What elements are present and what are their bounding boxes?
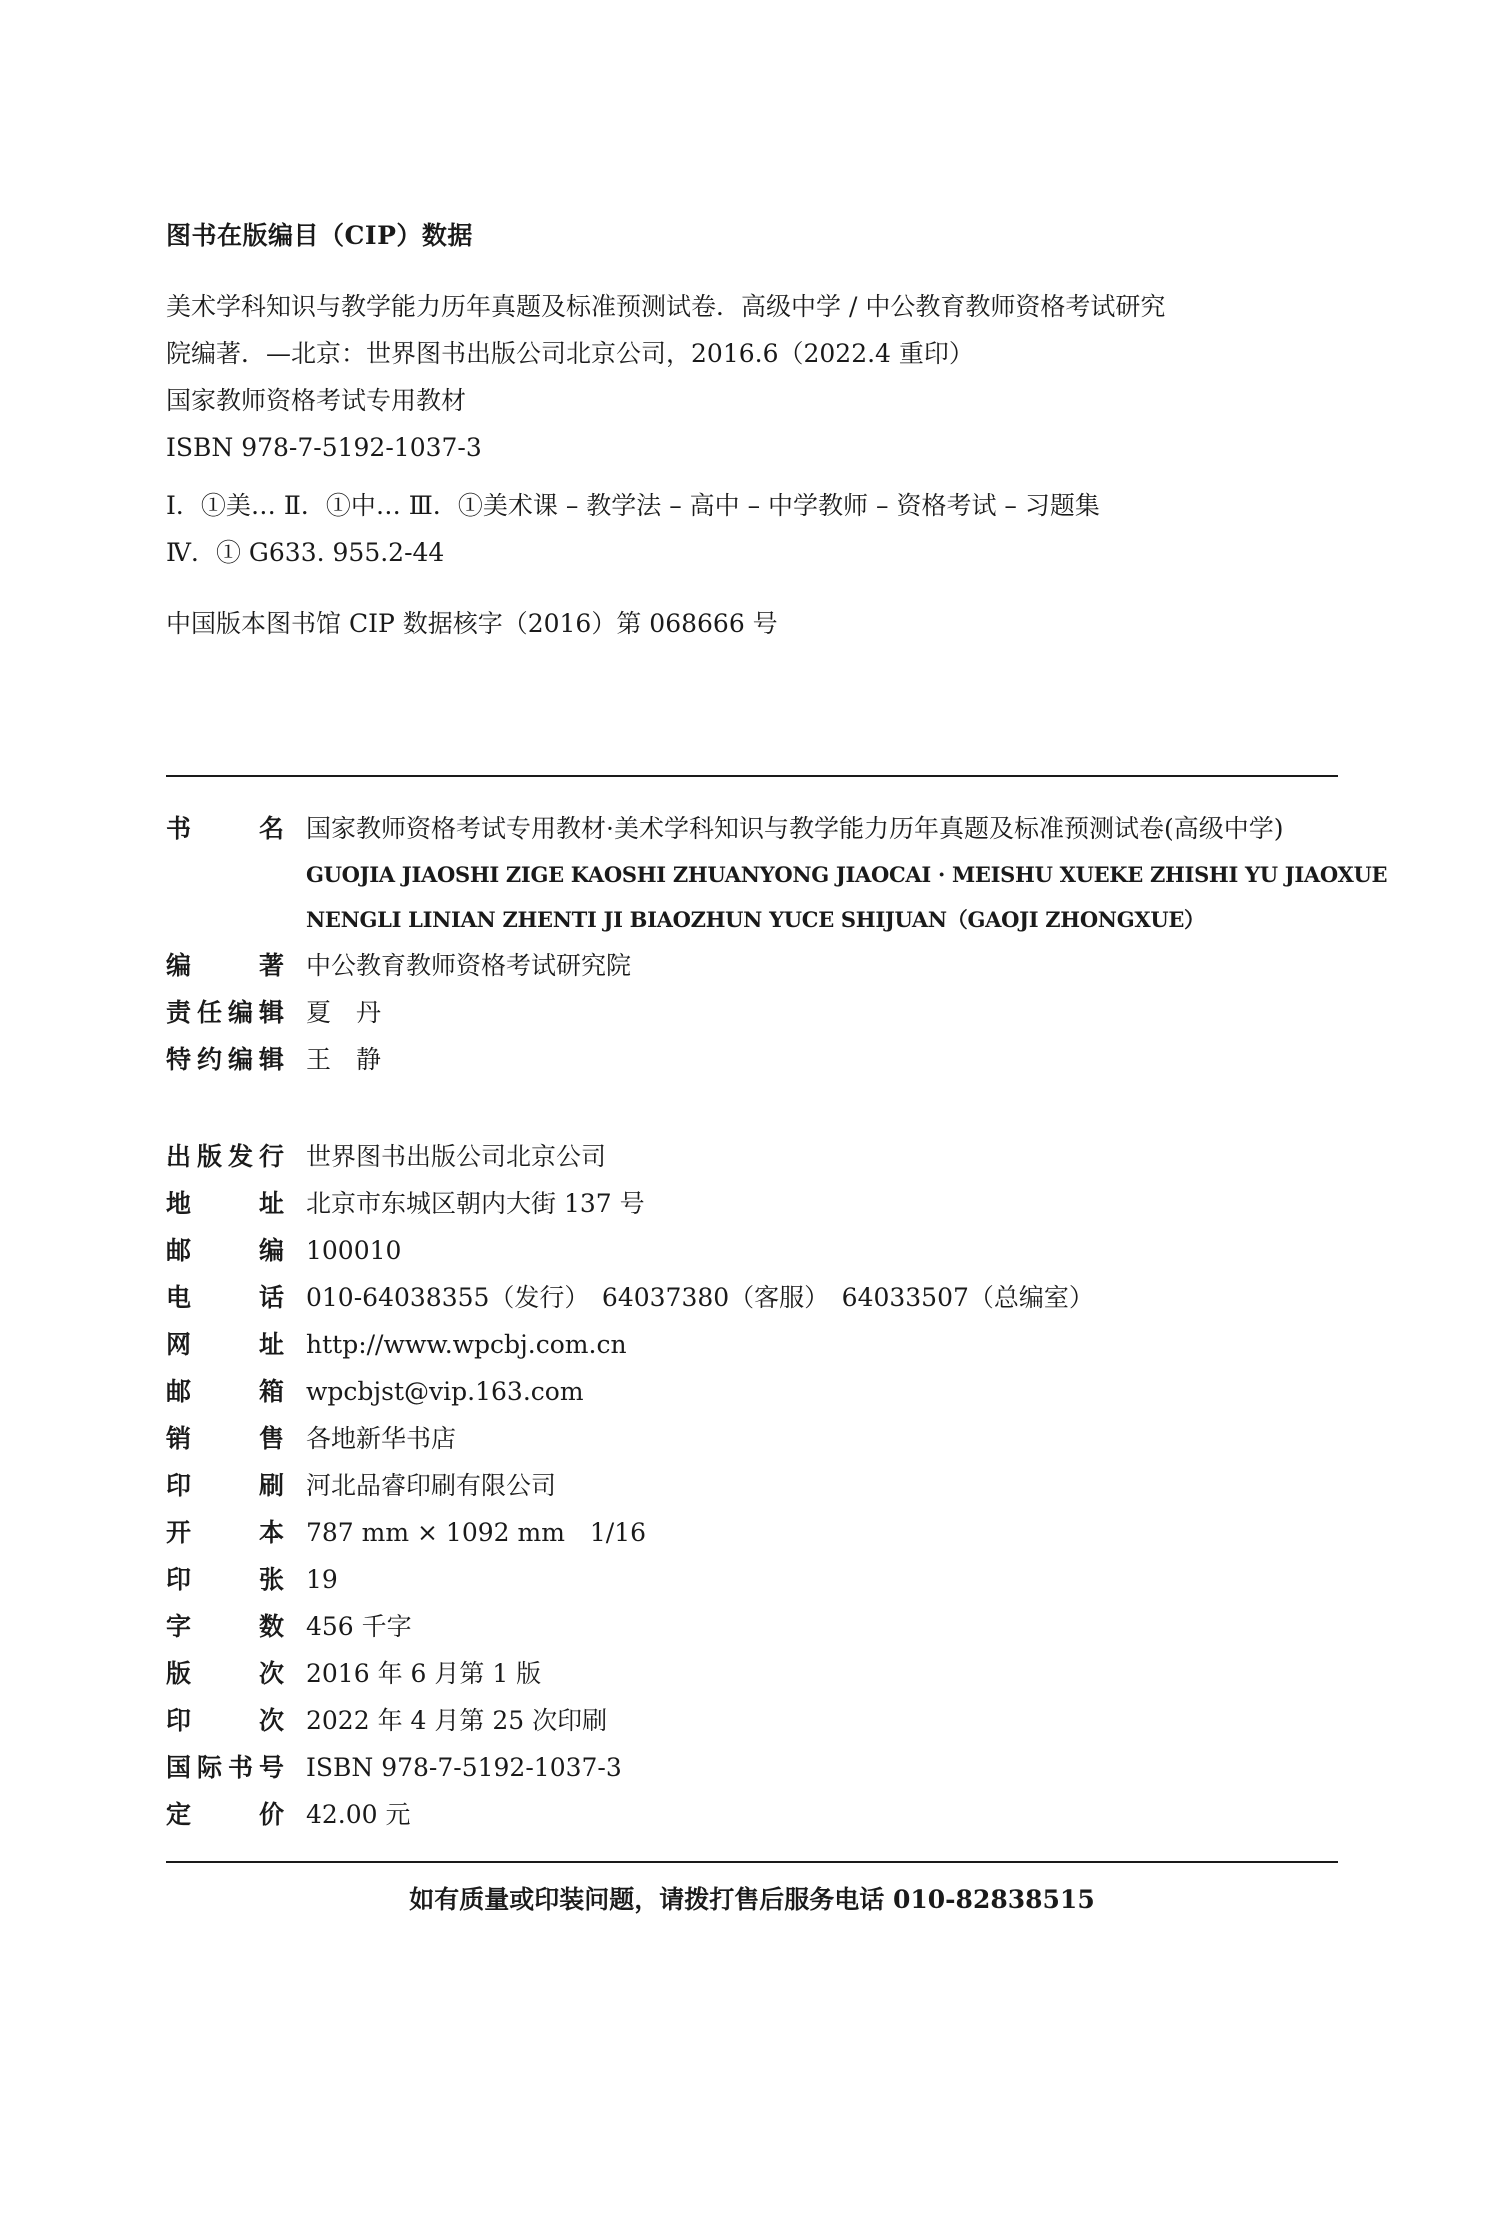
info-row-distribution: [166, 1415, 1346, 1462]
cip-isbn: ISBN 978-7-5192-1037-3: [166, 433, 482, 462]
info-value: 河北品睿印刷有限公司: [306, 1471, 557, 1500]
info-row-price: [166, 1791, 1346, 1838]
info-value: ISBN 978-7-5192-1037-3: [306, 1753, 622, 1782]
cip-classification: [166, 482, 1346, 576]
book-title-value: [306, 805, 1387, 942]
info-value: 中公教育教师资格考试研究院: [306, 951, 632, 980]
info-label: 印 刷: [166, 1471, 284, 1500]
info-value: 787 mm × 1092 mm 1/16: [306, 1518, 647, 1547]
info-row-address: [166, 1180, 1346, 1227]
info-row-author: [166, 942, 1346, 989]
info-label: 销 售: [166, 1424, 284, 1453]
bottom-divider: [166, 1861, 1338, 1863]
info-row-publisher: [166, 1133, 1346, 1180]
info-value: 世界图书出版公司北京公司: [306, 1142, 607, 1171]
cip-description-line: 美术学科知识与教学能力历年真题及标准预测试卷．高级中学 / 中公教育教师资格考试研究: [166, 292, 1166, 321]
cip-heading: 图书在版编目（CIP）数据: [166, 221, 473, 250]
book-title-chinese: 国家教师资格考试专用教材·美术学科知识与教学能力历年真题及标准预测试卷(高级中学): [306, 814, 1284, 843]
info-label: 责 任 编 辑: [166, 998, 284, 1027]
info-label: 国 际 书 号: [166, 1753, 284, 1782]
info-row-responsible-editor: [166, 989, 1346, 1036]
info-label: 电 话: [166, 1283, 284, 1312]
info-label: 版 次: [166, 1659, 284, 1688]
info-value: 010-64038355（发行） 64037380（客服） 64033507（总编室）: [306, 1283, 1094, 1312]
cip-subject-terms: Ⅰ．①美… Ⅱ．①中… Ⅲ．①美术课 – 教学法 – 高中 – 中学教师 – 资格考试 – 习题集: [166, 491, 1100, 520]
cip-series-name: 国家教师资格考试专用教材: [166, 386, 467, 415]
info-row-printer: [166, 1462, 1346, 1509]
cip-description: [166, 283, 1346, 471]
info-value: 夏 丹: [306, 998, 382, 1027]
info-label: 定 价: [166, 1800, 284, 1829]
info-row-contributing-editor: [166, 1036, 1346, 1083]
top-divider: [166, 775, 1338, 777]
info-value: 456 千字: [306, 1612, 412, 1641]
cip-record-number: 中国版本图书馆 CIP 数据核字（2016）第 068666 号: [166, 609, 778, 638]
info-label: 网 址: [166, 1330, 284, 1359]
info-row-printing: [166, 1697, 1346, 1744]
info-row-postcode: [166, 1227, 1346, 1274]
info-value: 19: [306, 1565, 338, 1594]
book-title-pinyin-line: GUOJIA JIAOSHI ZIGE KAOSHI ZHUANYONG JIAOCAI · MEISHU XUEKE ZHISHI YU JIAOXUE: [306, 862, 1388, 887]
info-row-word-count: [166, 1603, 1346, 1650]
info-row-website: [166, 1321, 1346, 1368]
info-label: 开 本: [166, 1518, 284, 1547]
info-value: 2016 年 6 月第 1 版: [306, 1659, 542, 1688]
info-row-edition: [166, 1650, 1346, 1697]
info-row-format: [166, 1509, 1346, 1556]
info-value: 王 静: [306, 1045, 382, 1074]
website-link[interactable]: http://www.wpcbj.com.cn: [306, 1330, 627, 1359]
info-label: 印 次: [166, 1706, 284, 1735]
email-link[interactable]: wpcbjst@vip.163.com: [306, 1377, 584, 1406]
info-label: 地 址: [166, 1189, 284, 1218]
info-row-isbn: [166, 1744, 1346, 1791]
info-label: 编 著: [166, 951, 284, 980]
info-value: 北京市东城区朝内大街 137 号: [306, 1189, 645, 1218]
publishing-info: [166, 1133, 1346, 1838]
info-label: 字 数: [166, 1612, 284, 1641]
info-label: 印 张: [166, 1565, 284, 1594]
info-value: 42.00 元: [306, 1800, 411, 1829]
info-row-phone: [166, 1274, 1346, 1321]
editorial-info: [166, 805, 1388, 1083]
service-notice: 如有质量或印装问题，请拨打售后服务电话 010-82838515: [409, 1885, 1095, 1914]
book-title-pinyin-line: NENGLI LINIAN ZHENTI JI BIAOZHUN YUCE SHIJUAN（GAOJI ZHONGXUE）: [306, 907, 1205, 932]
book-title-label: 书 名: [166, 814, 284, 843]
cip-description-line: 院编著．—北京：世界图书出版公司北京公司，2016.6（2022.4 重印）: [166, 339, 974, 368]
cip-class-number: Ⅳ．① G633. 955.2-44: [166, 538, 445, 567]
info-value: 2022 年 4 月第 25 次印刷: [306, 1706, 608, 1735]
book-title-row: [166, 805, 1388, 942]
info-label: 邮 箱: [166, 1377, 284, 1406]
info-label: 邮 编: [166, 1236, 284, 1265]
info-value: 100010: [306, 1236, 402, 1265]
info-row-email: [166, 1368, 1346, 1415]
info-row-sheets: [166, 1556, 1346, 1603]
info-value: 各地新华书店: [306, 1424, 457, 1453]
info-label: 出 版 发 行: [166, 1142, 284, 1171]
info-label: 特 约 编 辑: [166, 1045, 284, 1074]
